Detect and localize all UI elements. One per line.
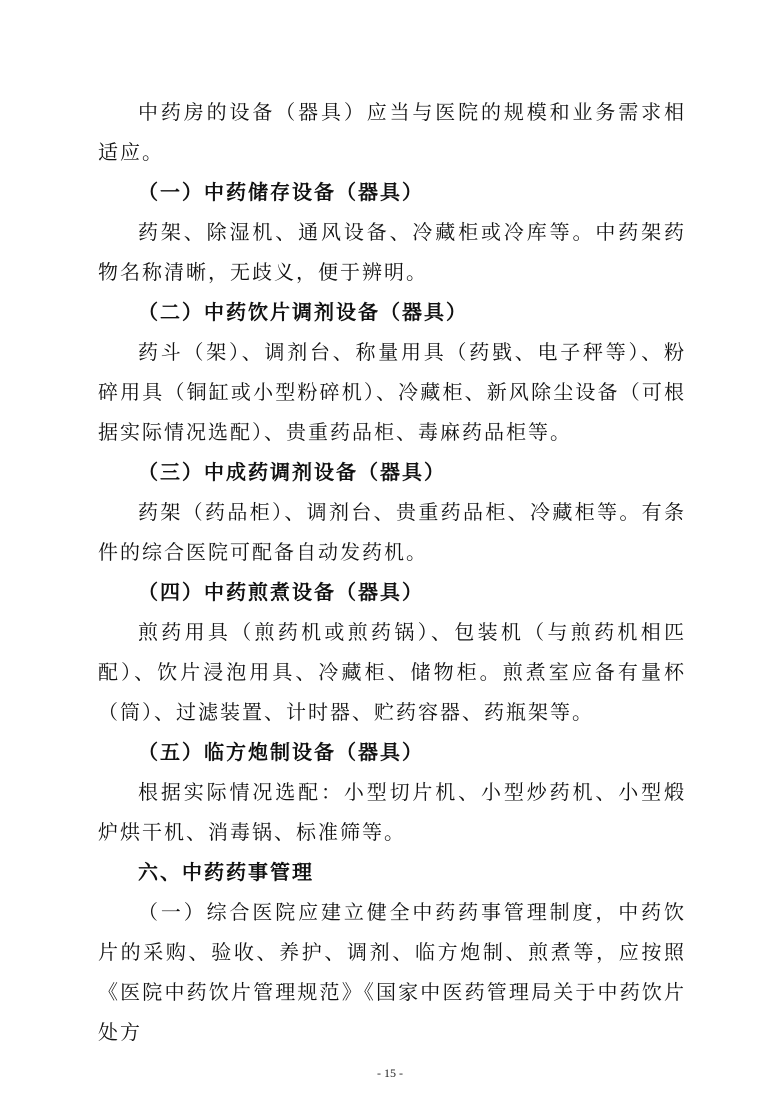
- decocting-equipment-paragraph: 煎药用具（煎药机或煎药锅）、包装机（与煎药机相匹配）、饮片浸泡用具、冷藏柜、储物柜。煎煮室应备有量杯（筒）、过滤装置、计时器、贮药容器、药瓶架等。: [98, 620, 686, 724]
- document-body: [98, 92, 686, 1052]
- storage-equipment-paragraph: 药架、除湿机、通风设备、冷藏柜或冷库等。中药架药物名称清晰，无歧义，便于辨明。: [98, 220, 686, 284]
- patent-medicine-equipment-heading: （三）中成药调剂设备（器具）: [138, 460, 446, 484]
- storage-equipment-heading: （一）中药储存设备（器具）: [138, 180, 424, 204]
- processing-equipment-paragraph: 根据实际情况选配：小型切片机、小型炒药机、小型煅炉烘干机、消毒锅、标准筛等。: [98, 780, 686, 844]
- decoction-pieces-equipment-paragraph: 药斗（架）、调剂台、称量用具（药戥、电子秤等）、粉碎用具（铜缸或小型粉碎机）、冷藏柜、新风除尘设备（可根据实际情况选配）、贵重药品柜、毒麻药品柜等。: [98, 340, 686, 444]
- section-six-heading: 六、中药药事管理: [138, 860, 314, 884]
- decoction-pieces-equipment-heading: （二）中药饮片调剂设备（器具）: [138, 300, 468, 324]
- patent-medicine-equipment-paragraph: 药架（药品柜）、调剂台、贵重药品柜、冷藏柜等。有条件的综合医院可配备自动发药机。: [98, 500, 686, 564]
- decocting-equipment-heading: （四）中药煎煮设备（器具）: [138, 580, 424, 604]
- processing-equipment-heading: （五）临方炮制设备（器具）: [138, 740, 424, 764]
- section-six-paragraph: （一）综合医院应建立健全中药药事管理制度，中药饮片的采购、验收、养护、调剂、临方炮制、煎煮等，应按照《医院中药饮片管理规范》《国家中医药管理局关于中药饮片处方: [98, 900, 686, 1044]
- intro-paragraph: 中药房的设备（器具）应当与医院的规模和业务需求相适应。: [98, 100, 686, 164]
- page-number: - 15 -: [377, 1066, 403, 1080]
